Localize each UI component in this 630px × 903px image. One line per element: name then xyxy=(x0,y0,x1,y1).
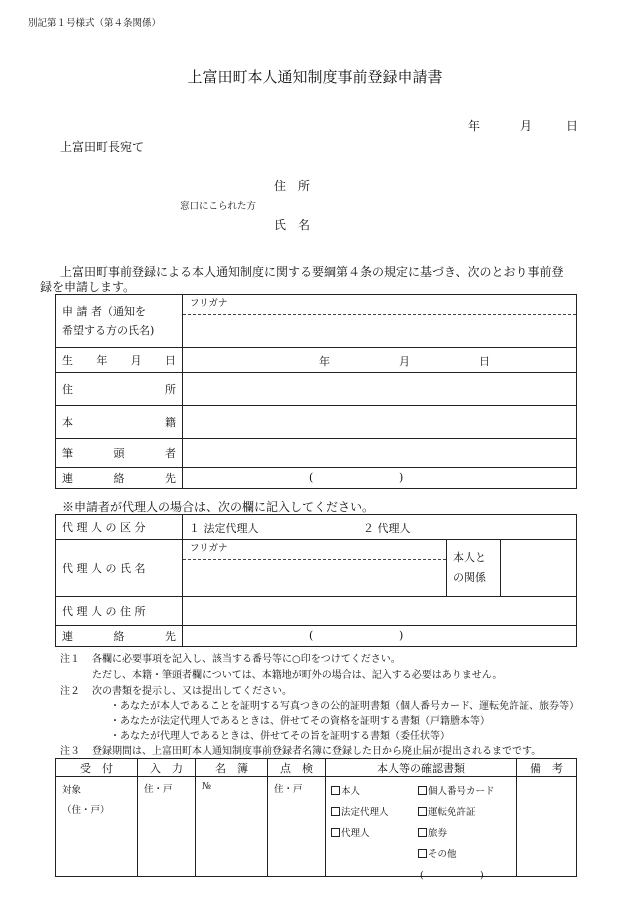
id-docs-col1 xyxy=(331,781,389,844)
visitor-note: 窓口にこられた方 xyxy=(180,201,257,212)
address-cell[interactable] xyxy=(183,373,577,406)
agent-name-label: 代 理 人 の 氏 名 xyxy=(56,540,183,597)
checkbox-self-box[interactable] xyxy=(331,786,340,795)
office-table xyxy=(55,758,577,881)
office-check-cell xyxy=(268,777,326,877)
checkbox-legal-agent-box[interactable] xyxy=(331,807,340,816)
agent-furigana: フリガナ xyxy=(183,540,446,560)
note2-head: 注２ xyxy=(60,686,80,697)
checkbox-passport-label: 旅券 xyxy=(428,828,448,839)
checkbox-other[interactable] xyxy=(418,844,495,865)
office-header-register: 名 簿 xyxy=(196,759,268,777)
office-reception-line2: （住・戸） xyxy=(62,805,110,816)
note2-text: 次の書類を提示し、又は提出してください。 xyxy=(92,686,292,697)
office-register-cell xyxy=(196,777,268,877)
agent-contact-label-text-char-0: 連 xyxy=(62,630,73,643)
checkbox-legal-agent[interactable] xyxy=(331,802,389,823)
head-cell[interactable] xyxy=(183,439,577,468)
address-label-text-char-0: 住 xyxy=(62,383,73,396)
office-check-value: 住・戸 xyxy=(274,784,303,795)
office-reception-line1: 対象 xyxy=(62,785,82,796)
contact-cell[interactable] xyxy=(183,468,577,489)
birth-date-cell[interactable] xyxy=(183,348,577,373)
applicant-name-label xyxy=(56,295,183,348)
note1-text: 各欄に必要事項を記入し、該当する番号等に○印をつけてください。 xyxy=(92,654,401,665)
applicant-name-label-line2: 希望する方の氏名) xyxy=(62,324,155,337)
domicile-label-cell xyxy=(56,406,183,439)
contact-label-text-char-1: 絡 xyxy=(113,472,125,485)
agent-contact-cell[interactable] xyxy=(183,626,577,647)
note1-sub: ただし、本籍・筆頭者欄については、本籍地が町外の場合は、記入する必要はありません。 xyxy=(92,670,503,681)
contact-label-cell xyxy=(56,468,183,489)
header-address-label: 住 所 xyxy=(274,179,311,193)
head-label-text-char-1: 頭 xyxy=(113,447,125,460)
birth-month: 月 xyxy=(399,355,410,368)
other-paren-open: ( xyxy=(420,870,424,881)
birth-label-text-char-0: 生 xyxy=(62,354,73,367)
checkbox-legal-agent-label: 法定代理人 xyxy=(341,807,389,818)
agent-relation-label xyxy=(447,540,501,597)
checkbox-self-label: 本人 xyxy=(341,786,361,797)
contact-paren-open: ( xyxy=(309,471,314,484)
checkbox-mynumber[interactable] xyxy=(418,781,495,802)
applicant-table xyxy=(55,294,577,489)
agent-contact-label xyxy=(62,628,176,644)
birth-label-cell xyxy=(56,348,183,373)
agent-note: ※申請者が代理人の場合は、次の欄に記入してください。 xyxy=(62,500,375,514)
agent-option-legal[interactable]: １ 法定代理人 xyxy=(189,522,259,535)
checkbox-passport-box[interactable] xyxy=(418,828,427,837)
address-label-cell xyxy=(56,373,183,406)
checkbox-license[interactable] xyxy=(418,802,495,823)
page-title: 上富田町本人通知制度事前登録申請書 xyxy=(187,68,443,86)
agent-relation-line1: 本人と xyxy=(453,551,486,564)
agent-relation-line2: の関係 xyxy=(453,571,486,584)
contact-paren-close: ) xyxy=(399,471,404,484)
addressee: 上富田町長宛て xyxy=(60,140,145,154)
applicant-name-cell[interactable] xyxy=(183,295,577,348)
address-label xyxy=(62,381,176,397)
birth-day: 日 xyxy=(479,355,490,368)
agent-category-cell[interactable] xyxy=(183,515,577,540)
checkbox-other-label: その他 xyxy=(428,849,457,860)
domicile-label-text-char-1: 籍 xyxy=(165,416,176,429)
agent-contact-label-text-char-2: 先 xyxy=(165,630,176,643)
intro-text-line1: 上富田町事前登録による本人通知制度に関する要綱第４条の規定に基づき、次のとおり事前登 xyxy=(60,265,564,279)
checkbox-agent-box[interactable] xyxy=(331,828,340,837)
head-label xyxy=(62,445,176,461)
birth-label-text-char-2: 月 xyxy=(130,354,142,367)
checkbox-license-box[interactable] xyxy=(418,807,427,816)
office-header-remarks: 備 考 xyxy=(517,759,577,777)
agent-contact-paren-open: ( xyxy=(309,629,314,642)
note3-head: 注３ xyxy=(60,746,80,757)
office-header-input: 入 力 xyxy=(138,759,196,777)
agent-relation-cell[interactable] xyxy=(501,540,577,597)
note1-head: 注１ xyxy=(60,654,80,665)
agent-contact-label-cell xyxy=(56,626,183,647)
checkbox-mynumber-box[interactable] xyxy=(418,786,427,795)
other-paren-close: ) xyxy=(480,870,484,881)
note3-text: 登録期間は、上富田町本人通知制度事前登録者名簿に登録した日から廃止届が提出されるまでです。 xyxy=(92,746,542,757)
contact-label-text-char-0: 連 xyxy=(62,472,73,485)
date-month: 月 xyxy=(520,119,533,133)
head-label-text-char-0: 筆 xyxy=(62,447,73,460)
office-header-check: 点 検 xyxy=(268,759,326,777)
date-day: 日 xyxy=(566,119,579,133)
checkbox-license-label: 運転免許証 xyxy=(428,807,476,818)
checkbox-other-box[interactable] xyxy=(418,849,427,858)
checkbox-agent-label: 代理人 xyxy=(341,828,370,839)
office-input-value: 住・戸 xyxy=(144,784,173,795)
address-label-text-char-1: 所 xyxy=(165,383,176,396)
applicant-name-label-line1: 申 請 者（通知を xyxy=(62,305,146,318)
agent-contact-label-text-char-1: 絡 xyxy=(113,630,125,643)
agent-address-label: 代 理 人 の 住 所 xyxy=(56,597,183,626)
contact-label xyxy=(62,470,176,486)
head-label-cell xyxy=(56,439,183,468)
contact-label-text-char-2: 先 xyxy=(165,472,176,485)
office-remarks-cell[interactable] xyxy=(517,777,577,877)
domicile-label-text-char-0: 本 xyxy=(62,416,73,429)
checkbox-mynumber-label: 個人番号カード xyxy=(428,786,495,797)
applicant-furigana: フリガナ xyxy=(183,295,576,315)
id-docs-col2 xyxy=(418,781,495,883)
office-reception-cell xyxy=(56,777,138,877)
agent-option-proxy[interactable]: ２ 代理人 xyxy=(363,522,411,535)
date-year: 年 xyxy=(468,119,481,133)
intro-text-line2: 録を申請します。 xyxy=(40,280,136,294)
agent-category-label: 代 理 人 の 区 分 xyxy=(56,515,183,540)
note2-bullet-1: ・あなたが本人であることを証明する写真つきの公的証明書類（個人番号カード、運転免許証、旅券等） xyxy=(110,701,580,712)
birth-year: 年 xyxy=(319,355,330,368)
domicile-cell[interactable] xyxy=(183,406,577,439)
note2-bullet-3: ・あなたが代理人であるときは、併せてその旨を証明する書類（委任状等） xyxy=(110,731,450,742)
birth-label xyxy=(62,352,176,368)
header-name-label: 氏 名 xyxy=(274,218,311,232)
office-header-reception: 受 付 xyxy=(56,759,138,777)
birth-label-text-char-3: 日 xyxy=(164,354,176,367)
agent-contact-paren-close: ) xyxy=(399,629,404,642)
checkbox-agent[interactable] xyxy=(331,823,389,844)
checkbox-self[interactable] xyxy=(331,781,389,802)
office-input-cell xyxy=(138,777,196,877)
domicile-label xyxy=(62,414,176,430)
office-register-value: № xyxy=(202,781,211,792)
agent-address-cell[interactable] xyxy=(183,597,577,626)
agent-name-cell[interactable] xyxy=(183,540,447,597)
other-detail[interactable] xyxy=(418,865,495,883)
head-label-text-char-2: 者 xyxy=(165,447,176,460)
form-number: 別記第１号様式（第４条関係） xyxy=(28,18,162,29)
birth-label-text-char-1: 年 xyxy=(96,354,108,367)
agent-table xyxy=(55,514,577,647)
office-header-id-docs: 本人等の確認書類 xyxy=(326,759,517,777)
office-id-docs-cell xyxy=(326,777,517,881)
note2-bullet-2: ・あなたが法定代理人であるときは、併せてその資格を証明する書類（戸籍謄本等） xyxy=(110,716,490,727)
checkbox-passport[interactable] xyxy=(418,823,495,844)
